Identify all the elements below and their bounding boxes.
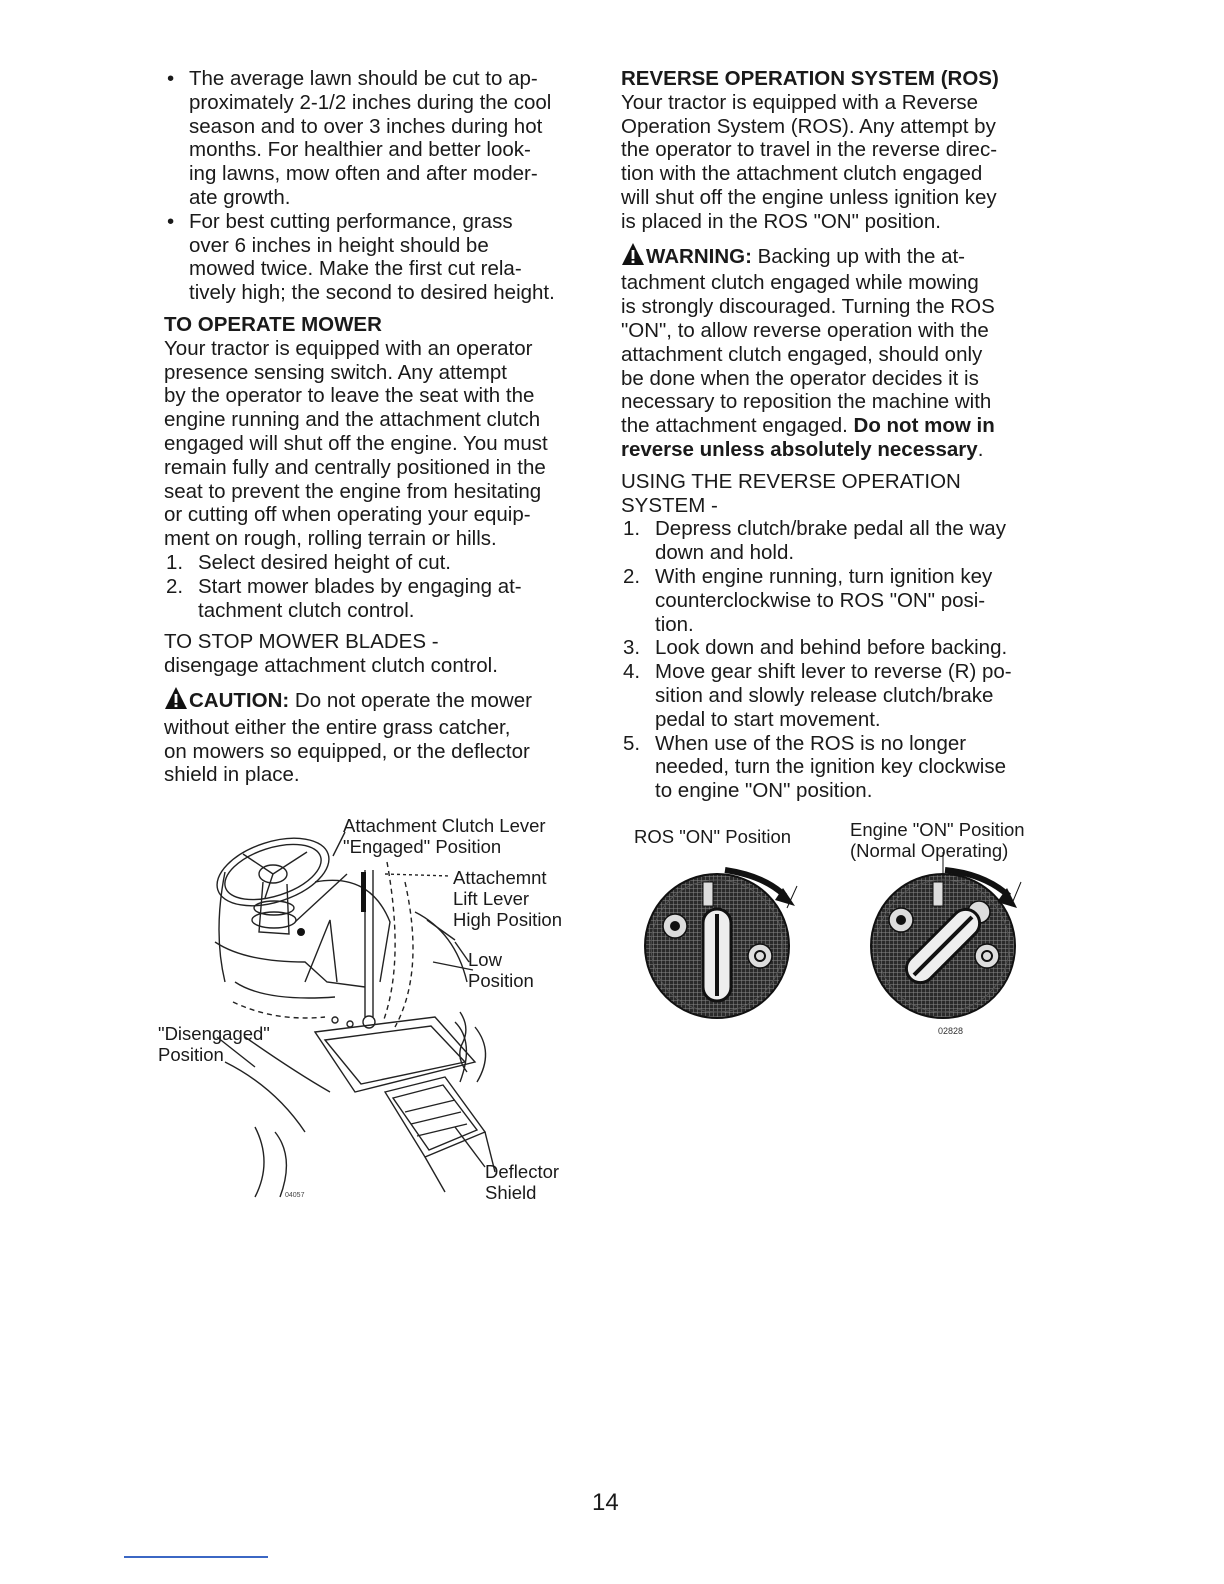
ros-step-3: 3. Look down and behind before backing. (623, 636, 1008, 660)
ros-on-key-switch (645, 870, 797, 1018)
mower-figure (155, 812, 585, 1212)
footer-rule (124, 1556, 268, 1558)
ros-step-2: 2. With engine running, turn ignition key counterclockwise to ROS "ON" posi- tion. (623, 564, 993, 636)
caution-block: CAUTION: Do not operate the mower without either the entire grass catcher, on mowers so equipped, or the deflector shield in place. (164, 686, 592, 787)
page-number: 14 (592, 1489, 619, 1516)
label-clutch-engaged: Attachment Clutch Lever "Engaged" Position (343, 815, 546, 857)
operate-step-2: 2. Start mower blades by engaging at- tachment clutch control. (166, 574, 522, 622)
bullet-cut-height: • The average lawn should be cut to ap- proximately 2-1/2 inches during the cool season and to over 3 inches during hot months. For healthier and better look- ing lawns, mow often and after moder- ate growth. (167, 67, 552, 209)
using-ros-heading: USING THE REVERSE OPERATION SYSTEM - (621, 469, 961, 517)
key-figure-code: 02828 (938, 1026, 964, 1036)
key-switch-illustrations (625, 816, 1055, 1046)
right-column (621, 67, 1051, 803)
operate-heading: TO OPERATE MOWER (164, 312, 382, 336)
key-switch-figure (625, 816, 1055, 1046)
label-engine-on: Engine "ON" Position (Normal Operating) (850, 819, 1025, 861)
ros-step-4: 4. Move gear shift lever to reverse (R) po- sition and slowly release clutch/brake pedal to start movement. (623, 660, 1012, 731)
ros-paragraph: Your tractor is equipped with a Reverse Operation System (ROS). Any attempt by the operator to travel in the reverse direc- tion with the attachment clutch engaged will shut off the engine unless ignition key is placed in the ROS "ON" position. (621, 90, 998, 233)
label-disengaged: "Disengaged" Position (158, 1023, 270, 1065)
label-low-position: Low Position (468, 949, 534, 991)
label-ros-on: ROS "ON" Position (634, 826, 792, 847)
bullet-cutting-performance: • For best cutting performance, grass over 6 inches in height should be mowed twice. Make the first cut rela- tively high; the second to desired height. (167, 209, 555, 305)
stop-blades: TO STOP MOWER BLADES - disengage attachment clutch control. (164, 630, 498, 678)
caution-label: CAUTION: (189, 688, 290, 712)
engine-on-key-switch (871, 852, 1021, 1018)
label-lift-lever: Attachemnt Lift Lever High Position (453, 867, 563, 930)
ros-heading: REVERSE OPERATION SYSTEM (ROS) (621, 67, 999, 90)
bullet-dot: • (167, 209, 175, 233)
bullet-dot: • (167, 67, 175, 90)
warning-block: WARNING: Backing up with the at- tachment clutch engaged while mowing is strongly discouraged. Turning the ROS "ON", to allow reverse operation with the attachment clutch engaged, should only be done when the operator decides it is necessary to reposition the machine with the attachment engaged. Do not mow in reverse unless absolutely necessary. (621, 242, 1051, 462)
warning-label: WARNING: (646, 244, 752, 268)
warning-triangle-icon (621, 242, 645, 272)
left-column (164, 67, 592, 787)
operate-paragraph: Your tractor is equipped with an operator presence sensing switch. Any attempt by the operator to leave the seat with the engine running and the attachment clutch engaged will shut off the engine. You must remain fully and centrally positioned in the seat to prevent the engine from hesitating or cutting off when operating your equip- ment on rough, rolling terrain or hills. (164, 336, 548, 551)
ros-step-5: 5. When use of the ROS is no longer needed, turn the ignition key clockwise to engine "ON" position. (623, 731, 1006, 803)
label-deflector-shield: Deflector Shield (485, 1161, 560, 1203)
warning-triangle-icon (164, 686, 188, 716)
operate-step-1: 1. Select desired height of cut. (166, 550, 451, 574)
mower-figure-code: 04057 (285, 1192, 305, 1199)
ros-step-1: 1. Depress clutch/brake pedal all the way down and hold. (623, 517, 1006, 565)
